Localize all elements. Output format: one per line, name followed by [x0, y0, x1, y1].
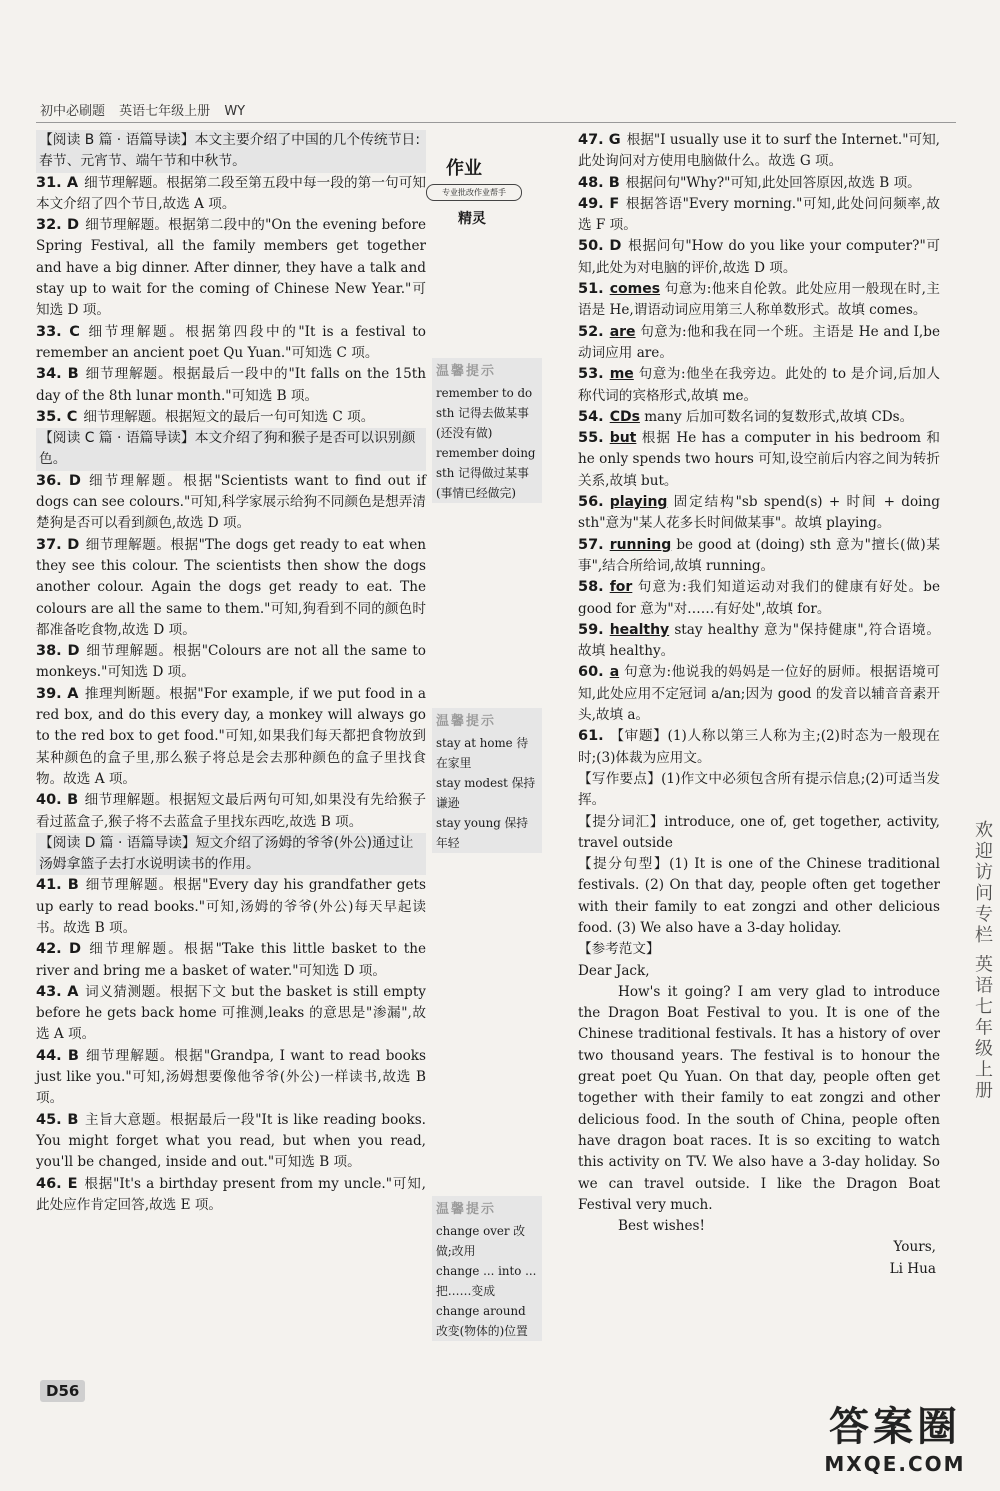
answer-item [36, 322, 426, 365]
question-number: 36. D [36, 472, 81, 489]
writing-note: 【写作要点】(1)作文中必须包含所有提示信息;(2)可适当发挥。 [578, 770, 940, 809]
answer-item [578, 492, 940, 535]
tip-text: change around 改变(物体的)位置 [436, 1304, 528, 1338]
section-intro: 【阅读 B 篇 · 语篇导读】本文主要介绍了中国的几个传统节日:春节、元宵节、端午节和中秋节。 [36, 130, 426, 173]
book-title: 初中必刷题 [40, 104, 106, 119]
fill-answer: a [609, 664, 620, 681]
question-number: 51. [578, 281, 604, 298]
question-number: 49. F [578, 195, 620, 212]
watermark-top: 答案圈 [829, 1404, 961, 1450]
answer-explanation: 细节理解题。根据"Grandpa, I want to read books just like you."可知,汤姆想要像他爷爷(外公)一样读书,故选 B 项。 [36, 1047, 426, 1107]
homework-stamp [424, 150, 524, 230]
answer-explanation: 细节理解题。根据第二段至第五段中每一段的第一句可知本文介绍了四个节日,故选 A 项。 [36, 174, 426, 212]
answer-explanation: be good at (doing) sth 意为"擅长(做)某事",结合所给词,故填 running。 [578, 536, 940, 574]
question-number: 41. B [36, 877, 79, 894]
stamp-sub2: 精灵 [458, 211, 486, 227]
fill-answer: but [609, 430, 637, 447]
answer-item [36, 1110, 426, 1174]
watermark-bottom: MXQE.COM [824, 1452, 966, 1476]
answer-explanation: 细节理解题。根据"Colours are not all the same to monkeys."可知选 D 项。 [36, 643, 426, 681]
answer-explanation: 细节理解题。根据"The dogs get ready to eat when they see this colour. The scientists then show the dogs another colour. Again the dogs get ready to eat. The colours are all the same to them."可知,狗看到不同的颜色时都准备吃食物,故选 D 项。 [36, 536, 427, 638]
answer-explanation: 根据"It's a birthday present from my uncle."可知,此处应作肯定回答,故选 E 项。 [36, 1175, 427, 1213]
answer-explanation: 固定结构"sb spend(s) + 时间 + doing sth"意为"某人花多长时间做某事"。故填 playing。 [578, 494, 940, 532]
answer-explanation: 细节理解题。根据"Take this little basket to the river and bring me a basket of water."可知选 D 项。 [36, 941, 426, 979]
question-number: 43. A [36, 983, 79, 1000]
answer-item [578, 364, 940, 407]
answer-explanation: 根据"I usually use it to surf the Internet."可知,此处询问对方使用电脑做什么。故选 G 项。 [578, 132, 940, 170]
fill-answer: running [609, 536, 672, 553]
answer-item [36, 364, 426, 407]
tip-box [432, 358, 542, 503]
writing-note: Dear Jack, [578, 962, 650, 979]
essay-paragraph: How's it going? I am very glad to introduce the Dragon Boat Festival to you. It is one of the Chinese traditional festivals. It has a history of over two thousand years. The festival is to honour the great poet Qu Yuan. On that day, people often get together with their family to eat zongzi and other delicious food. In the south of China, people often have dragon boat races. It is so exciting to watch this activity on TV. We also have a 3-day holiday. So we can travel outside. I like the Dragon Boat Festival very much. [578, 983, 940, 1213]
question-number: 58. [578, 579, 604, 596]
writing-note: 【提分句型】(1) It is one of the Chinese traditional festivals. (2) On that day, people often get together with their family to eat zongzi and other delicious food. (3) We also have a 3-day holiday. [578, 856, 940, 936]
question-number: 53. [578, 366, 604, 383]
answer-item [36, 535, 426, 641]
answer-explanation: 细节理解题。根据短文的最后一句可知选 C 项。 [83, 408, 375, 425]
writing-note: 【提分词汇】introduce, one of, get together, activity, travel outside [578, 813, 940, 851]
question-number: 44. B [36, 1047, 79, 1064]
question-number: 52. [578, 323, 604, 340]
answer-item [578, 577, 940, 620]
answer-explanation: 句意为:他说我的妈妈是一位好的厨师。根据语境可知,此处应用不定冠词 a/an;因为 good 的发音以辅音音素开头,故填 a。 [578, 664, 940, 724]
answer-explanation: 细节理解题。根据最后一段中的"It falls on the 15th day of the 8th lunar month."可知选 B 项。 [36, 366, 426, 404]
answer-explanation: many 后加可数名词的复数形式,故填 CDs。 [644, 408, 914, 425]
page-header [40, 100, 600, 119]
answer-explanation: 句意为:他坐在我旁边。此处的 to 是介词,后加人称代词的宾格形式,故填 me。 [578, 366, 940, 404]
tip-text: stay at home 待在家里 [436, 736, 529, 770]
answer-item [578, 428, 940, 492]
answer-explanation: 词义猜测题。根据下文 but the basket is still empty before he gets back home 可推测,leaks 的意思是"渗漏",故选 A 项。 [36, 983, 426, 1043]
answer-explanation: 根据 He has a computer in his bedroom 和 he only spends two hours 可知,设空前后内容之间为转折关系,故填 but。 [578, 430, 940, 489]
question-number: 47. G [578, 132, 621, 148]
question-number: 38. D [36, 643, 80, 660]
question-number: 57. [578, 536, 604, 553]
tip-text: remember doing sth 记得做过某事(事情已经做完) [436, 446, 536, 500]
question-number: 45. B [36, 1111, 79, 1128]
answer-item [36, 407, 426, 428]
fill-answer: CDs [609, 408, 640, 425]
tip-title: 温馨提示 [436, 714, 497, 729]
answer-explanation: 主旨大意题。根据最后一段"It is like reading books. You might forget what you read, but when you read, you'll be changed, inside and out."可知选 B 项。 [36, 1111, 426, 1171]
subject-title: 英语七年级上册 [119, 104, 211, 119]
answer-item [578, 726, 940, 769]
tip-title: 温馨提示 [436, 364, 497, 379]
tip-title: 温馨提示 [436, 1202, 497, 1217]
page-number: D56 [40, 1380, 85, 1402]
answer-explanation: 句意为:他和我在同一个班。主语是 He and I,be 动词应用 are。 [578, 323, 940, 361]
question-number: 56. [578, 494, 604, 511]
answer-item [36, 1174, 426, 1217]
answer-item [578, 322, 940, 365]
answer-explanation: 根据问句"Why?"可知,此处回答原因,故选 B 项。 [625, 174, 921, 191]
question-number: 32. D [36, 217, 80, 234]
essay-signature: Yours, [893, 1239, 936, 1256]
fill-answer: for [609, 579, 633, 596]
answer-explanation: 【审题】(1)人称以第三人称为主;(2)时态为一般现在时;(3)体裁为应用文。 [578, 728, 940, 766]
fill-answer: playing [609, 494, 668, 511]
question-number: 60. [578, 664, 604, 681]
answer-item [578, 130, 940, 173]
stamp-title: 作业 [446, 158, 482, 179]
essay-paragraph: Best wishes! [618, 1218, 705, 1235]
answer-explanation: 细节理解题。根据"Scientists want to find out if dogs can see colours."可知,科学家展示给狗不同颜色是想弄清楚狗是否可以看到颜色,故选 D 项。 [36, 472, 426, 532]
tip-box [432, 708, 542, 853]
question-number: 35. C [36, 408, 78, 425]
question-number: 33. C [36, 323, 80, 340]
answer-item [578, 236, 940, 279]
answer-item [36, 471, 426, 535]
answer-item [36, 939, 426, 982]
question-number: 34. B [36, 366, 79, 383]
answer-item [578, 620, 940, 663]
fill-answer: are [609, 323, 636, 340]
stamp-subtitle: 专业批改作业帮手 [426, 184, 522, 201]
tip-text: change ... into ... 把……变成 [436, 1264, 537, 1298]
answer-explanation: 细节理解题。根据第二段中的"On the evening before Spring Festival, all the family members get together and have a big dinner. After dinner, they have a talk and stay up to wait for the coming of Chinese New Year."可知选 D 项。 [36, 217, 426, 319]
answer-item [578, 279, 940, 322]
essay-signature: Li Hua [889, 1260, 936, 1277]
tip-text: remember to do sth 记得去做某事(还没有做) [436, 386, 533, 440]
answer-explanation: 细节理解题。根据"Every day his grandfather gets up early to read books."可知,汤姆的爷爷(外公)每天早起读书。故选 B 项。 [36, 877, 426, 936]
edition-label: WY [224, 104, 246, 119]
tip-text: stay modest 保持谦逊 [436, 776, 536, 810]
question-number: 54. [578, 408, 604, 425]
fill-answer: comes [609, 281, 661, 298]
fill-answer: me [609, 366, 634, 383]
right-column [578, 130, 940, 1280]
answer-explanation: 句意为:他来自伦敦。此处应用一般现在时,主语是 He,谓语动词应用第三人称单数形式。故填 comes。 [578, 281, 940, 319]
answer-item [578, 407, 940, 428]
section-intro: 【阅读 D 篇 · 语篇导读】短文介绍了汤姆的爷爷(外公)通过让汤姆拿篮子去打水说明读书的作用。 [36, 833, 426, 876]
answer-item [578, 535, 940, 578]
answer-item [36, 215, 426, 321]
answer-explanation: 细节理解题。根据短文最后两句可知,如果没有先给猴子看过蓝盒子,猴子将不去蓝盒子里找东西吃,故选 B 项。 [36, 792, 426, 830]
question-number: 48. B [578, 174, 620, 191]
question-number: 40. B [36, 792, 79, 809]
tip-text: change over 改做;改用 [436, 1224, 526, 1258]
answer-item [578, 662, 940, 726]
answer-item [36, 173, 426, 216]
answer-explanation: 细节理解题。根据第四段中的"It is a festival to remember an ancient poet Qu Yuan."可知选 C 项。 [36, 323, 426, 361]
answer-item [36, 641, 426, 684]
answer-explanation: 根据答语"Every morning."可知,此处问问频率,故选 F 项。 [578, 195, 941, 234]
writing-note: 【参考范文】 [578, 941, 660, 958]
side-strip-text: 欢迎访问专栏 英语七年级上册 [972, 820, 993, 1102]
answer-item [36, 1046, 426, 1110]
left-column [36, 130, 426, 1216]
answer-explanation: 推理判断题。根据"For example, if we put food in a red box, and do this every day, a monkey will always go to the red box to get food."可知,如果我们每天都把食物放到某种颜色的盒子里,那么猴子将总是会去那种颜色的盒子里找食物。故选 A 项。 [36, 685, 426, 787]
answer-explanation: 句意为:我们知道运动对我们的健康有好处。be good for 意为"对……有好处",故填 for。 [578, 579, 940, 617]
question-number: 31. A [36, 174, 79, 191]
question-number: 39. A [36, 685, 79, 702]
answer-explanation: 根据问句"How do you like your computer?"可知,此处为对电脑的评价,故选 D 项。 [578, 238, 940, 276]
section-intro: 【阅读 C 篇 · 语篇导读】本文介绍了狗和猴子是否可以识别颜色。 [36, 428, 426, 471]
answer-item [578, 194, 940, 237]
question-number: 59. [578, 621, 604, 638]
question-number: 50. D [578, 238, 622, 255]
answer-item [36, 875, 426, 939]
question-number: 61. [578, 728, 604, 745]
fill-answer: healthy [609, 621, 670, 638]
watermark-logo [810, 1395, 980, 1476]
answer-item [36, 982, 426, 1046]
question-number: 46. E [36, 1175, 78, 1192]
question-number: 55. [578, 430, 604, 447]
answer-explanation: stay healthy 意为"保持健康",符合语境。故填 healthy。 [578, 621, 941, 660]
tip-text: stay young 保持年轻 [436, 816, 529, 850]
question-number: 37. D [36, 536, 80, 553]
header-divider [36, 122, 956, 123]
tip-box [432, 1196, 542, 1341]
question-number: 42. D [36, 941, 81, 958]
answer-item [36, 790, 426, 833]
answer-item [36, 684, 426, 790]
answer-item [578, 173, 940, 194]
